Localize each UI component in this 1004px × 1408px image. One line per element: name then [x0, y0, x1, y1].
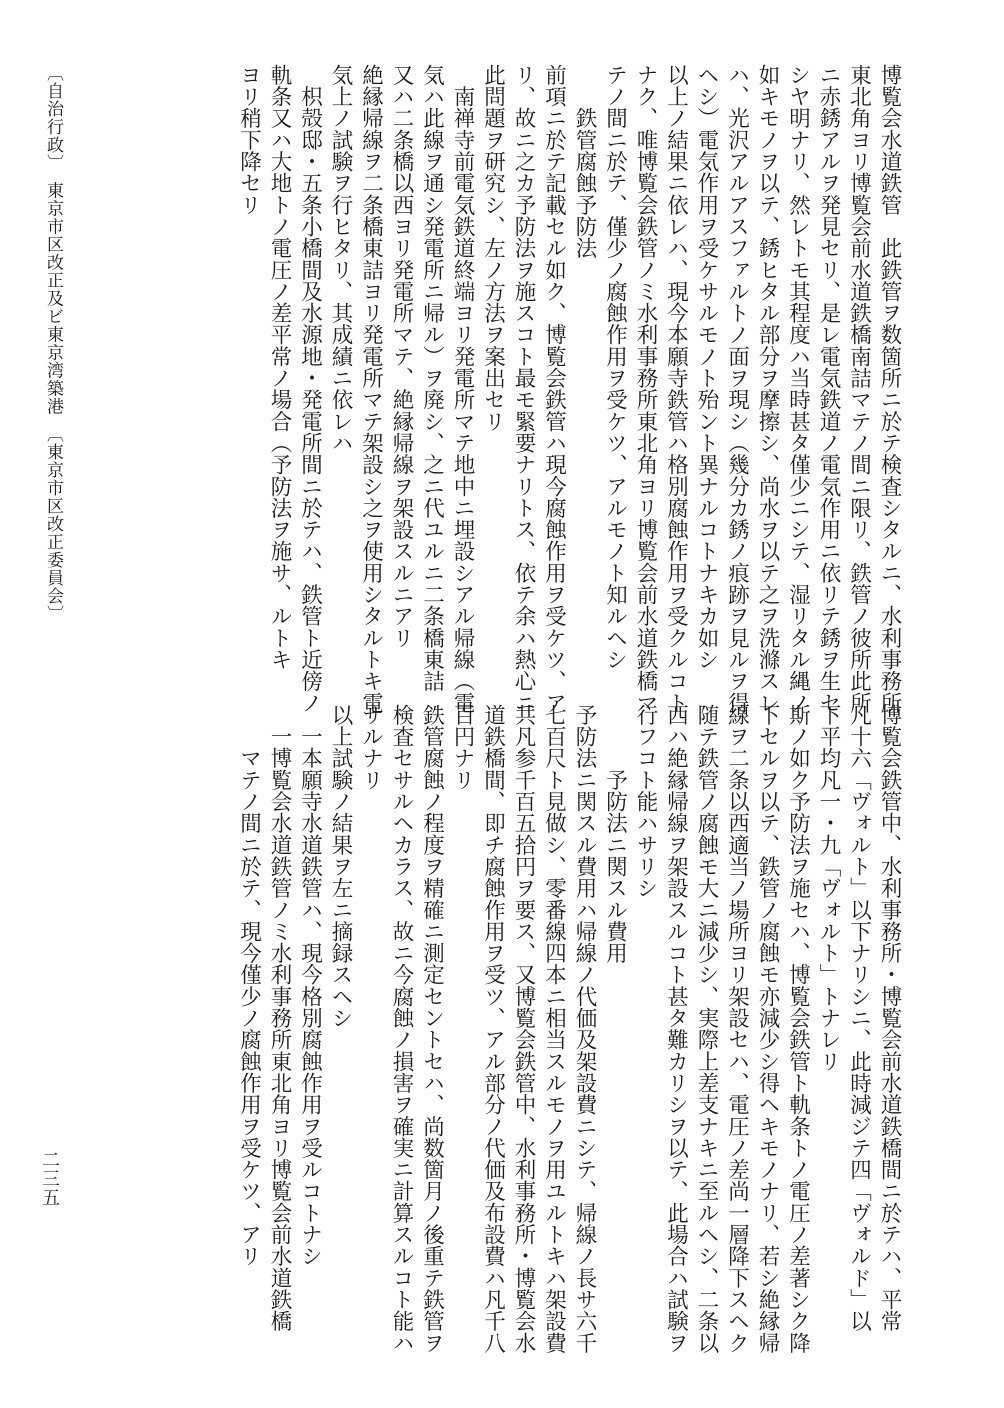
- upper-text-line: シヤ明ナリ、然レトモ其程度ハ当時甚タ僅少ニシテ、湿リタル縄ノ: [785, 64, 811, 714]
- lower-text-line: 以上試験ノ結果ヲ左ニ摘録スヘシ: [328, 704, 353, 1029]
- upper-text-line: テノ間ニ於テ、僅少ノ腐蝕作用ヲ受ケツ、アルモノト知ルヘシ: [602, 64, 628, 671]
- lower-text-line: 博覧会鉄管中、水利事務所・博覧会前水道鉄橋間ニ於テハ、平常: [877, 704, 902, 1332]
- upper-text-line: 以上ノ結果ニ依レハ、現今本願寺鉄管ハ格別腐蝕作用ヲ受クルコト: [663, 64, 689, 714]
- upper-text-line: 如キモノヲ以テ、銹ヒタル部分ヲ摩擦シ、尚水ヲ以テ之ヲ洗滌スレ: [755, 64, 780, 714]
- upper-text-line: 此問題ヲ研究シ、左ノ方法ヲ案出セリ: [480, 64, 506, 433]
- upper-text-line: 気上ノ試験ヲ行ヒタリ、其成績ニ依レハ: [328, 64, 353, 454]
- upper-text-line: ナク、唯博覧会鉄管ノミ水利事務所東北角ヨリ博覧会前水道鉄橋マ: [633, 64, 658, 714]
- page-number: 二三五: [39, 1150, 60, 1207]
- lower-text-line: 一博覧会水道鉄管ノミ水利事務所東北角ヨリ博覧会前水道鉄橋: [267, 704, 292, 1332]
- lower-text-line: 百円ナリ: [450, 704, 475, 791]
- upper-text-line: 枳殻邸・五条小橋間及水源地・発電所間ニ於テハ、鉄管ト近傍ノ: [297, 64, 323, 714]
- upper-text-line: 南禅寺前電気鉄道終端ヨリ発電所マテ地中ニ埋設シアル帰線（電: [450, 64, 475, 714]
- lower-text-block: [233, 704, 904, 1354]
- lower-text-line: 下セルヲ以テ、鉄管ノ腐蝕モ亦減少シ得ヘキモノナリ、若シ絶縁帰: [755, 704, 780, 1354]
- upper-text-line: ニ赤銹アルヲ発見セリ、是レ電気鉄道ノ電気作用ニ依リテ銹ヲ生セ: [816, 64, 841, 714]
- upper-text-line: ハ、光沢アルアスファルトノ面ヲ現シ（幾分カ銹ノ痕跡ヲ見ルヲ得: [724, 64, 750, 714]
- upper-text-line: ヨリ稍下降セリ: [236, 64, 262, 216]
- lower-text-line: 共凡参千百五拾円ヲ要ス、又博覧会鉄管中、水利事務所・博覧会水: [511, 704, 536, 1354]
- lower-text-line: 予防法ニ関スル費用: [602, 704, 628, 964]
- lower-text-line: 斯ノ如ク予防法ヲ施セハ、博覧会鉄管ト軌条トノ電圧ノ差著シク降: [785, 704, 811, 1354]
- upper-text-block: [233, 64, 904, 714]
- upper-text-line: 前項ニ於テ記載セル如ク、博覧会鉄管ハ現今腐蝕作用ヲ受ケツ、ア: [541, 64, 567, 714]
- upper-text-line: ヘシ）電気作用ヲ受ケサルモノト殆ント異ナルコトナキカ如シ: [694, 64, 719, 671]
- upper-text-line: 軌条又ハ大地トノ電圧ノ差平常ノ場合（予防法ヲ施サ、ルトキ: [267, 64, 292, 671]
- lower-text-line: 七百尺ト見做シ、零番線四本ニ相当スルモノヲ用ユルトキハ架設費: [541, 704, 567, 1354]
- upper-text-line: 又ハ二条橋以西ヨリ発電所マテ、絶縁帰線ヲ架設スルニアリ: [389, 64, 414, 649]
- lower-text-line: 西ハ絶縁帰線ヲ架設スルコト甚タ難カリシヲ以テ、此場合ハ試験ヲ: [663, 704, 689, 1354]
- lower-text-line: マテノ間ニ於テ、現今僅少ノ腐蝕作用ヲ受ケツ、アリ: [236, 704, 262, 1267]
- lower-text-line: 道鉄橋間、即チ腐蝕作用ヲ受ツ、アル部分ノ代価及布設費ハ凡千八: [480, 704, 506, 1354]
- upper-text-line: 東北角ヨリ博覧会前水道鉄橋南詰マテノ間ニ限リ、鉄管ノ彼所此所: [846, 64, 872, 714]
- upper-text-line: 気ハ此線ヲ通シ発電所ニ帰ル）ヲ廃シ、之ニ代ユルニ二条橋東詰: [419, 64, 445, 692]
- lower-text-line: 線ヲ二条以西適当ノ場所ヨリ架設セハ、電圧ノ差尚一層降下スヘク: [724, 704, 750, 1354]
- lower-text-line: 凡十六「ヴォルト」以下ナリシニ、此時減ジテ四「ヴォルド」以: [846, 704, 872, 1332]
- upper-text-line: リ、故ニ之カ予防法ヲ施スコト最モ緊要ナリトス、依テ余ハ熱心ニ: [511, 64, 536, 714]
- lower-text-line: 予防法ニ関スル費用ハ帰線ノ代価及架設費ニシテ、帰線ノ長サ六千: [572, 704, 597, 1354]
- lower-text-line: 行フコト能ハサリシ: [633, 704, 658, 899]
- lower-text-line: 下平均凡一・九「ヴォルト」トナレリ: [816, 704, 841, 1073]
- source-citation: 〔自治行政〕 東京市区改正及ビ東京湾築港 〔東京市区改正委員会〕: [43, 64, 63, 623]
- lower-text-line: 一本願寺水道鉄管ハ、現今格別腐蝕作用ヲ受ルコトナシ: [297, 704, 323, 1267]
- lower-text-line: 検査セサルヘカラス、故ニ今腐蝕ノ損害ヲ確実ニ計算スルコト能ハ: [389, 704, 414, 1354]
- lower-text-line: サルナリ: [358, 704, 384, 791]
- lower-text-line: 随テ鉄管ノ腐蝕モ大ニ減少シ、実際上差支ナキニ至ルヘシ、二条以: [694, 704, 719, 1354]
- upper-text-line: 絶縁帰線ヲ二条橋東詰ヨリ発電所マテ架設シ之ヲ使用シタルトキ電: [358, 64, 384, 714]
- upper-text-line: 博覧会水道鉄管 此鉄管ヲ数箇所ニ於テ検査シタルニ、水利事務所: [877, 64, 902, 714]
- lower-text-line: 鉄管腐蝕ノ程度ヲ精確ニ測定セントセハ、尚数箇月ノ後重テ鉄管ヲ: [419, 704, 445, 1354]
- upper-text-line: 鉄管腐蝕予防法: [572, 64, 597, 259]
